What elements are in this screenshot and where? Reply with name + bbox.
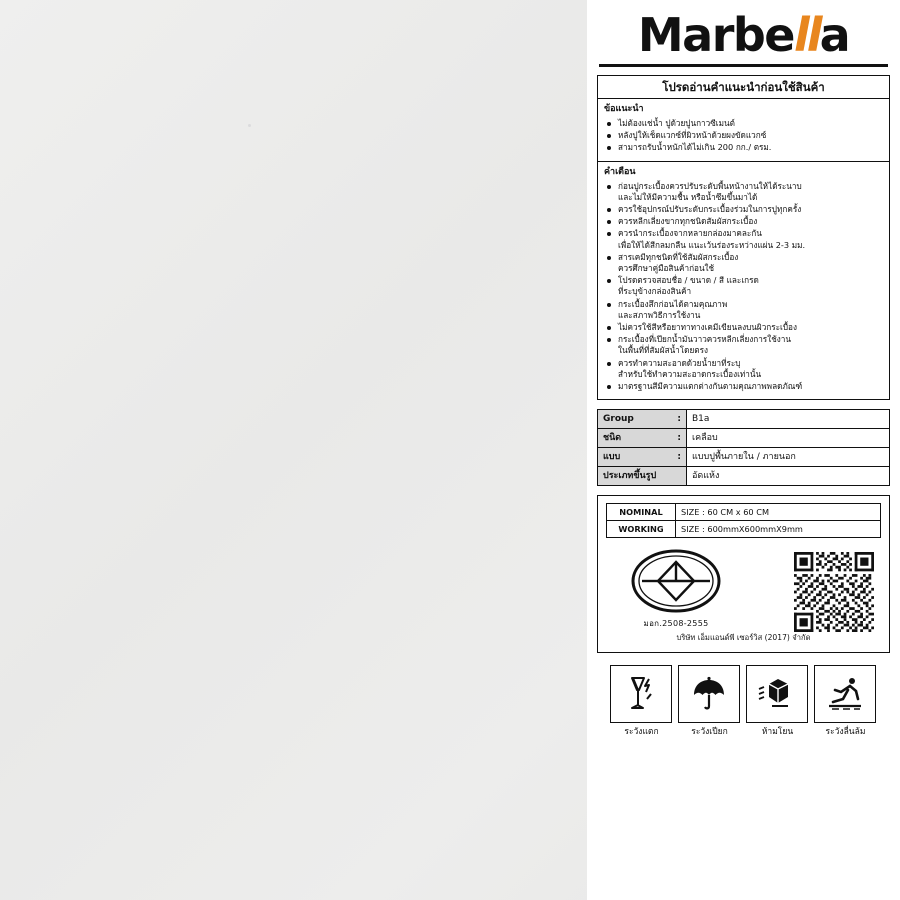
warnings-list	[604, 181, 883, 393]
list-item	[604, 228, 883, 250]
fragile-glass-icon	[625, 674, 657, 714]
warning-text: ควรทำความสะอาดด้วยน้ำยาที่ระบุ	[618, 357, 741, 368]
qr-code[interactable]	[794, 552, 874, 632]
warning-text: โปรดตรวจสอบชื่อ / ขนาด / สี และเกรด	[618, 275, 759, 286]
warning-subtext: สำหรับใช้ทำความสะอาดกระเบื้องเท่านั้น	[618, 368, 762, 379]
list-item	[604, 275, 883, 297]
spec-value: B1a	[687, 410, 890, 429]
tisi-mark-column	[610, 548, 742, 630]
warning-text: ควรนำกระเบื้องจากหลายกล่องมาคละกัน	[618, 228, 762, 239]
list-item	[604, 142, 883, 153]
certification-panel	[597, 495, 890, 653]
list-item	[604, 130, 883, 141]
spec-value: เคลือบ	[687, 429, 890, 448]
handling-item-do-not-throw	[746, 665, 810, 738]
spec-value: อัดแห้ง	[687, 467, 890, 486]
size-value: SIZE : 60 CM x 60 CM	[676, 504, 881, 521]
handling-label: ระวังแตก	[624, 727, 659, 738]
tisi-certification-mark-icon	[630, 548, 722, 614]
product-label-sheet	[587, 0, 900, 900]
recommendation-text: ไม่ต้องแช่น้ำ ปูด้วยปูนกาวซีเมนต์	[618, 118, 735, 128]
recommendations-list	[604, 118, 883, 154]
list-item	[604, 381, 883, 392]
warning-text: ไม่ควรใช้สีหรือยาทาทางเคมีเขียนลงบนผิวกระเบื้อง	[618, 322, 797, 333]
table-row	[607, 504, 881, 521]
warnings-section	[598, 161, 889, 400]
instructions-title: โปรดอ่านคำแนะนำก่อนใช้สินค้า	[598, 76, 889, 99]
table-row	[598, 467, 890, 486]
recommendation-text: สามารถรับน้ำหนักได้ไม่เกิน 200 กก./ ตรม.	[618, 142, 772, 153]
brand-name-part1: Marbe	[637, 8, 795, 62]
recommendations-section	[598, 99, 889, 161]
spec-key-colon: :	[677, 414, 681, 425]
recommendation-text: หลังปูให้เช็ดแวกซ์ที่ผิวหน้าด้วยผงขัดแวกซ์	[618, 130, 767, 141]
warning-text: ควรหลีกเลี่ยงขากทุกชนิดสัมผัสกระเบื้อง	[618, 216, 758, 227]
warnings-heading: คำเตือน	[604, 166, 636, 177]
list-item	[604, 358, 883, 380]
keep-dry-umbrella-icon	[690, 675, 728, 713]
spec-key-colon: :	[677, 433, 681, 444]
list-item	[604, 322, 883, 333]
list-item	[604, 204, 883, 215]
warning-subtext: ในพื้นที่ที่สัมผัสน้ำโดยตรง	[618, 345, 708, 356]
handling-icon-box	[610, 665, 672, 723]
slippery-warning-icon	[825, 675, 865, 713]
company-name: บริษัท เอ็มแอนด์พี เซอร์วิส (2017) จำกัด	[676, 633, 811, 643]
size-table	[606, 503, 881, 538]
spec-key	[598, 429, 687, 448]
specification-table	[597, 409, 890, 486]
spec-key-label: Group	[603, 414, 634, 425]
spec-key-label: แบบ	[603, 452, 621, 463]
brand-name-part2: a	[819, 8, 850, 62]
warning-subtext: และไม่ให้มีความชื้น หรือน้ำซึมขึ้นมาได้	[618, 191, 758, 202]
warning-subtext: เพื่อให้ได้สีกลมกลืน แนะเว้นร่องระหว่างแผ่น 2-3 มม.	[618, 239, 806, 250]
handling-icon-box	[678, 665, 740, 723]
warning-text: มาตรฐานสีมีความแตกต่างกันตามคุณภาพพลดภัณฑ์	[618, 381, 803, 392]
spec-key	[598, 448, 687, 467]
handling-icon-box	[746, 665, 808, 723]
table-row	[598, 448, 890, 467]
warning-subtext: ที่ระบุข้างกล่องสินค้า	[618, 286, 692, 297]
table-row	[607, 521, 881, 538]
list-item	[604, 299, 883, 321]
handling-icon-box	[814, 665, 876, 723]
warning-text: กระเบื้องที่เปียกน้ำมันวาวควรหลีกเลี่ยงการใช้งาน	[618, 334, 791, 345]
recommendations-heading: ข้อแนะนำ	[604, 104, 644, 114]
spec-key	[598, 467, 687, 486]
handling-item-keep-dry	[678, 665, 742, 738]
spec-key-label: ชนิด	[603, 433, 622, 444]
certification-marks-row	[606, 548, 881, 632]
do-not-throw-box-icon	[757, 675, 797, 713]
table-row	[598, 410, 890, 429]
list-item	[604, 252, 883, 274]
list-item	[604, 334, 883, 356]
qr-code-column	[791, 548, 877, 632]
warning-subtext: และสภาพวิธีการใช้งาน	[618, 309, 701, 320]
spec-value: แบบปูพื้นภายใน / ภายนอก	[687, 448, 890, 467]
brand-underline	[599, 64, 888, 67]
brand-name-accent: ll	[794, 8, 820, 62]
instructions-box	[597, 75, 890, 400]
warning-text: ควรใช้อุปกรณ์ปรับระดับกระเบื้องร่วมในการปูทุกครั้ง	[618, 204, 802, 215]
list-item	[604, 216, 883, 227]
warning-text: ก่อนปูกระเบื้องควรปรับระดับพื้นหน้างานให้ได้ระนาบ	[618, 180, 802, 191]
list-item	[604, 118, 883, 129]
list-item	[604, 181, 883, 203]
warning-subtext: ควรศึกษาคู่มือสินค้าก่อนใช้	[618, 263, 715, 274]
brand-header	[597, 6, 890, 67]
warning-text: กระเบื้องสึกก่อนได้ตามคุณภาพ	[618, 298, 728, 309]
spec-key-label: ประเภทขึ้นรูป	[603, 471, 657, 482]
brand-logo	[638, 10, 849, 60]
handling-label: ระวังลื่นล้ม	[825, 727, 866, 738]
size-label: NOMINAL	[607, 504, 676, 521]
handling-icons-row	[597, 665, 890, 738]
handling-item-slippery	[814, 665, 878, 738]
size-value: SIZE : 600mmX600mmX9mm	[676, 521, 881, 538]
handling-item-fragile	[610, 665, 674, 738]
warning-text: สารเคมีทุกชนิดที่ใช้สัมผัสกระเบื้อง	[618, 251, 739, 262]
table-row	[598, 429, 890, 448]
size-label: WORKING	[607, 521, 676, 538]
handling-label: ห้ามโยน	[761, 727, 794, 738]
spec-key	[598, 410, 687, 429]
tisi-standard-code: มอก.2508-2555	[643, 619, 709, 629]
tile-surface-speck	[248, 124, 251, 127]
spec-key-colon: :	[677, 452, 681, 463]
handling-label: ระวังเปียก	[691, 727, 728, 738]
